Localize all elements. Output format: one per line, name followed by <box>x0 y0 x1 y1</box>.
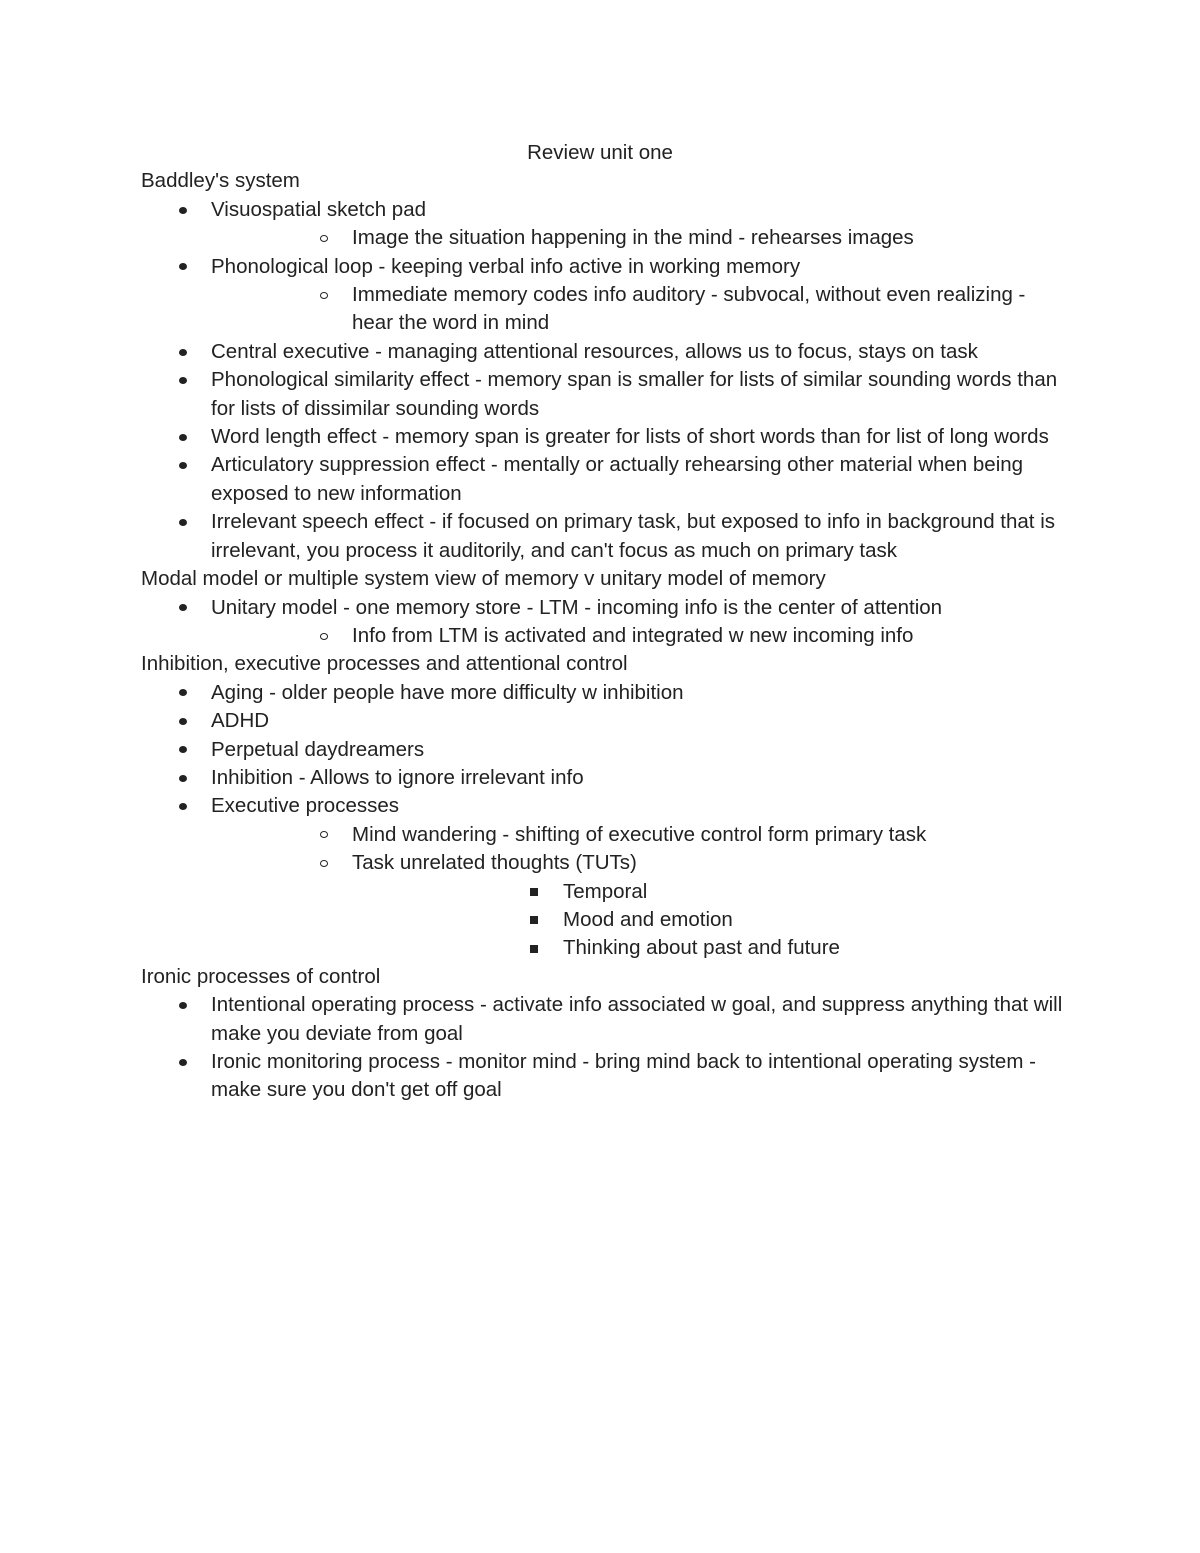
list-item: Ironic monitoring process - monitor mind - bring mind back to intentional operating system - make sure you don't get off goal <box>141 1048 1071 1105</box>
sub-bullet-list <box>211 224 1071 252</box>
list-item: Mind wandering - shifting of executive control form primary task <box>211 821 1071 849</box>
filled-bullet-icon <box>179 423 187 451</box>
filled-bullet-icon <box>179 679 187 707</box>
filled-bullet-icon <box>179 451 187 479</box>
filled-bullet-icon <box>179 792 187 820</box>
list-item: Irrelevant speech effect - if focused on primary task, but exposed to info in background that is irrelevant, you process it auditorily, and can't focus as much on primary task <box>141 508 1071 565</box>
bullet-list <box>141 679 1071 963</box>
list-item: Visuospatial sketch pad Image the situation happening in the mind - rehearses images <box>141 196 1071 253</box>
document-body <box>141 139 1071 1105</box>
list-item: Temporal <box>352 878 1071 906</box>
list-item: Image the situation happening in the mind - rehearses images <box>211 224 1071 252</box>
list-item: Perpetual daydreamers <box>141 736 1071 764</box>
sub-bullet-list <box>211 281 1071 338</box>
bullet-list <box>141 594 1071 651</box>
list-item: Task unrelated thoughts (TUTs) Temporal Mood and emotion Thinking about past and future <box>211 849 1071 963</box>
section-heading: Baddley's system <box>141 169 300 193</box>
list-item: Info from LTM is activated and integrated w new incoming info <box>211 622 1071 650</box>
sub-sub-bullet-list <box>352 878 1071 963</box>
list-item: Mood and emotion <box>352 906 1071 934</box>
filled-bullet-icon <box>179 764 187 792</box>
hollow-bullet-icon <box>320 622 328 650</box>
list-item: Word length effect - memory span is greater for lists of short words than for list of long words <box>141 423 1071 451</box>
list-item: Immediate memory codes info auditory - subvocal, without even realizing - hear the word in mind <box>211 281 1071 338</box>
filled-bullet-icon <box>179 338 187 366</box>
hollow-bullet-icon <box>320 821 328 849</box>
list-item: Unitary model - one memory store - LTM - incoming info is the center of attention Info from LTM is activated and integrated w new incoming info <box>141 594 1071 651</box>
list-item: Central executive - managing attentional resources, allows us to focus, stays on task <box>141 338 1071 366</box>
list-item: Executive processes Mind wandering - shifting of executive control form primary task Task unrelated thoughts (TUTs) Temporal Mood and emotion Thinking about past and future <box>141 792 1071 962</box>
list-item: Intentional operating process - activate info associated w goal, and suppress anything that will make you deviate from goal <box>141 991 1071 1048</box>
sub-bullet-list <box>211 821 1071 963</box>
page-title: Review unit one <box>527 141 673 164</box>
sub-bullet-list <box>211 622 1071 650</box>
filled-bullet-icon <box>179 366 187 394</box>
list-item: Aging - older people have more difficulty w inhibition <box>141 679 1071 707</box>
filled-bullet-icon <box>179 707 187 735</box>
square-bullet-icon <box>530 934 538 962</box>
filled-bullet-icon <box>179 736 187 764</box>
filled-bullet-icon <box>179 991 187 1019</box>
filled-bullet-icon <box>179 508 187 536</box>
square-bullet-icon <box>530 906 538 934</box>
hollow-bullet-icon <box>320 849 328 877</box>
bullet-list <box>141 196 1071 565</box>
list-item: Articulatory suppression effect - mentally or actually rehearsing other material when being exposed to new information <box>141 451 1071 508</box>
list-item: ADHD <box>141 707 1071 735</box>
list-item: Phonological similarity effect - memory span is smaller for lists of similar sounding words than for lists of dissimilar sounding words <box>141 366 1071 423</box>
section-heading: Ironic processes of control <box>141 964 381 988</box>
list-item: Thinking about past and future <box>352 934 1071 962</box>
square-bullet-icon <box>530 878 538 906</box>
filled-bullet-icon <box>179 196 187 224</box>
section-heading: Inhibition, executive processes and attentional control <box>141 652 628 676</box>
filled-bullet-icon <box>179 1048 187 1076</box>
filled-bullet-icon <box>179 594 187 622</box>
list-item: Inhibition - Allows to ignore irrelevant info <box>141 764 1071 792</box>
hollow-bullet-icon <box>320 224 328 252</box>
list-item: Phonological loop - keeping verbal info active in working memory Immediate memory codes info auditory - subvocal, without even realizing - hear the word in mind <box>141 253 1071 338</box>
bullet-list <box>141 991 1071 1105</box>
section-heading: Modal model or multiple system view of memory v unitary model of memory <box>141 567 826 591</box>
hollow-bullet-icon <box>320 281 328 309</box>
filled-bullet-icon <box>179 253 187 281</box>
